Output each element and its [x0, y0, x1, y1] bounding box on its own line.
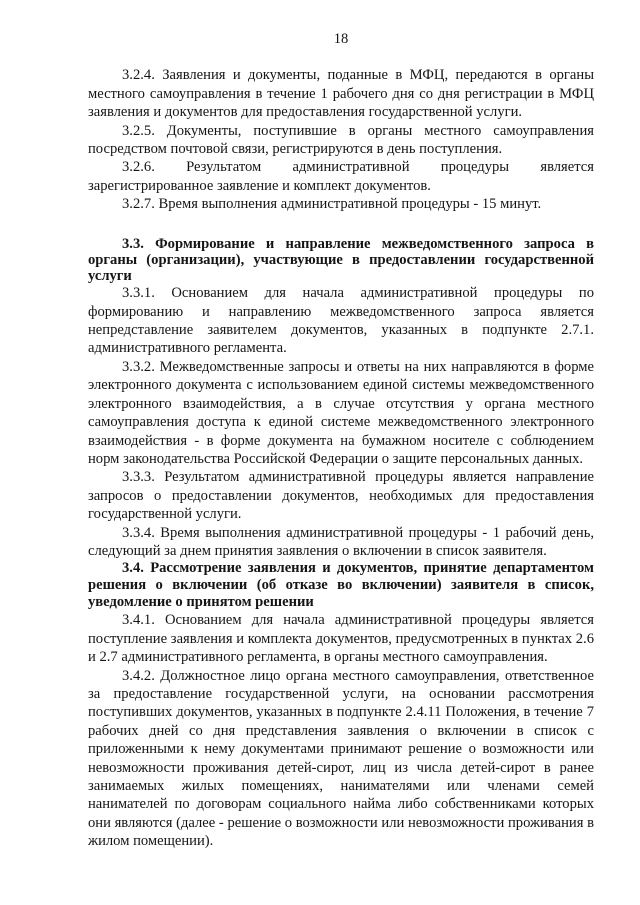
- paragraph-3-2-7: 3.2.7. Время выполнения административной процедуры - 15 минут.: [122, 196, 542, 213]
- section-heading-3-4: 3.4. Рассмотрение заявления и документов, принятие департаментом решения о включении (об отказе во включении) заявителя в список, уведомление о принятом решении: [88, 560, 594, 611]
- paragraph-3-3-2: 3.3.2. Межведомственные запросы и ответы на них направляются в форме электронного документа с использованием единой системы межведомственного электронного взаимодействия, а в случае отсутствия у органа местного самоуправления доступа к единой системе межведомственного электронного взаимодействия - в форме документа на бумажном носителе с соблюдением норм законодательства Российской Федерации о защите персональных данных.: [88, 358, 594, 467]
- page-number: 18: [333, 31, 349, 47]
- paragraph-3-3-1: 3.3.1. Основанием для начала административной процедуры по формированию и направлению межведомственного запроса является непредставление заявителем документов, указанных в подпункте 2.7.1. административного регламента.: [88, 285, 594, 357]
- paragraph-3-4-2: 3.4.2. Должностное лицо органа местного самоуправления, ответственное за предоставление государственной услуги, на основании рассмотрения поступивших документов, указанных в подпункте 2.4.11 Положения, в течение 7 рабочих дней со дня представления заявления о включении в список с приложенными к нему документами принимают решение о возможности или невозможности проживания детей-сирот, лиц из числа детей-сирот в ранее занимаемых жилых помещениях, нанимателями или членами семей нанимателей по договорам социального найма либо собственниками которых они являются (далее - решение о возможности или невозможности проживания в жилом помещении).: [88, 667, 594, 850]
- paragraph-3-4-1: 3.4.1. Основанием для начала административной процедуры является поступление заявления и комплекта документов, предусмотренных в пунктах 2.6 и 2.7 административного регламента, в органы местного самоуправления.: [88, 612, 594, 666]
- paragraph-3-3-3: 3.3.3. Результатом административной процедуры является направление запросов о предоставлении документов, необходимых для предоставления государственной услуги.: [88, 469, 594, 523]
- document-page: [88, 30, 594, 851]
- paragraph-3-2-5: 3.2.5. Документы, поступившие в органы местного самоуправления посредством почтовой связи, регистрируются в день поступления.: [88, 122, 594, 158]
- paragraph-3-2-4: 3.2.4. Заявления и документы, поданные в МФЦ, передаются в органы местного самоуправления в течение 1 рабочего дня со дня регистрации в МФЦ заявления и документов для предоставления государственной услуги.: [88, 67, 594, 121]
- section-heading-3-3: 3.3. Формирование и направление межведомственного запроса в органы (организации), участвующие в предоставлении государственной услуги: [88, 235, 594, 285]
- paragraph-3-2-6: 3.2.6. Результатом административной процедуры является зарегистрированное заявление и комплект документов.: [88, 159, 594, 194]
- paragraph-3-3-4: 3.3.4. Время выполнения административной процедуры - 1 рабочий день, следующий за днем принятия заявления о включении в список заявителя.: [88, 524, 594, 559]
